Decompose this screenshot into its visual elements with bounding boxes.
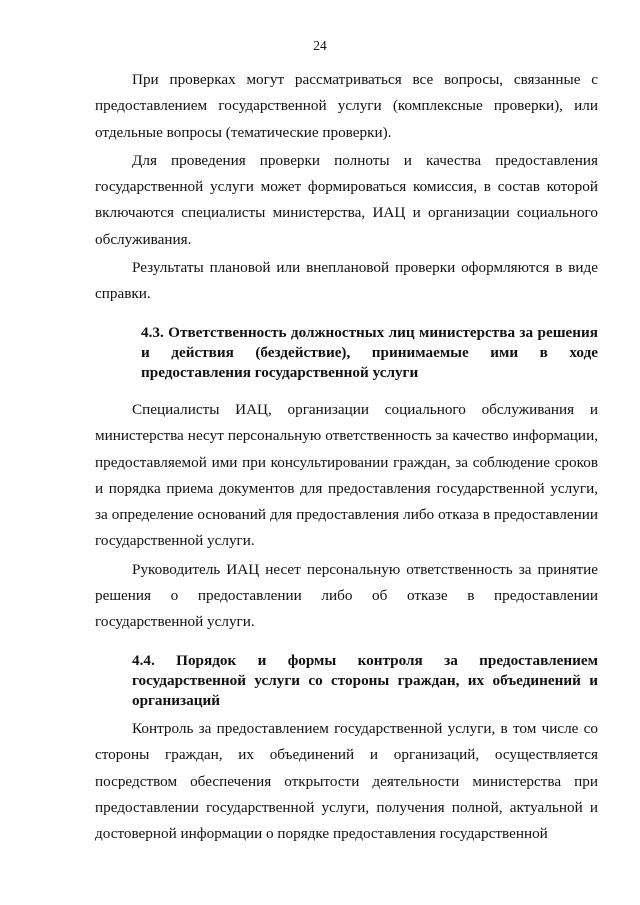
paragraph-inspection-questions: При проверках могут рассматриваться все вопросы, связанные с предоставлением государственной услуги (комплексные проверки), или отдельные вопросы (тематические проверки). bbox=[95, 71, 598, 141]
text-block-top bbox=[95, 67, 598, 308]
section-heading-4-3: 4.3. Ответственность должностных лиц министерства за решения и действия (бездействие), принимаемые ими в ходе предоставления государственной услуги bbox=[141, 324, 598, 381]
text-block-4-3 bbox=[95, 397, 598, 636]
paragraph-responsibility-specialists: Специалисты ИАЦ, организации социального обслуживания и министерства несут персональную ответственность за качество информации, предоставляемой ими при консультировании граждан, за соблюдение сроков и порядка приема документов для предоставления государственной услуги, за определение оснований для предоставления либо отказа в предоставлении государственной услуги. bbox=[95, 401, 598, 550]
section-heading-4-4: 4.4. Порядок и формы контроля за предоставлением государственной услуги со стороны граждан, их объединений и организаций bbox=[132, 652, 598, 709]
paragraph-commission: Для проведения проверки полноты и качества предоставления государственной услуги может формироваться комиссия, в состав которой включаются специалисты министерства, ИАЦ и организации социального обслуживания. bbox=[95, 151, 598, 248]
paragraph-responsibility-head: Руководитель ИАЦ несет персональную ответственность за принятие решения о предоставлении либо об отказе в предоставлении государственной услуги. bbox=[95, 560, 598, 631]
paragraph-results: Результаты плановой или внеплановой проверки оформляются в виде справки. bbox=[95, 259, 598, 303]
page-number: 24 bbox=[313, 38, 327, 53]
paragraph-public-control: Контроль за предоставлением государственной услуги, в том числе со стороны граждан, их объединений и организаций, осуществляется посредством обеспечения открытости деятельности министерства при предоставлении государственной услуги, получения полной, актуальной и достоверной информации о порядке предоставления государственной bbox=[95, 720, 598, 843]
text-block-4-4 bbox=[95, 716, 598, 847]
